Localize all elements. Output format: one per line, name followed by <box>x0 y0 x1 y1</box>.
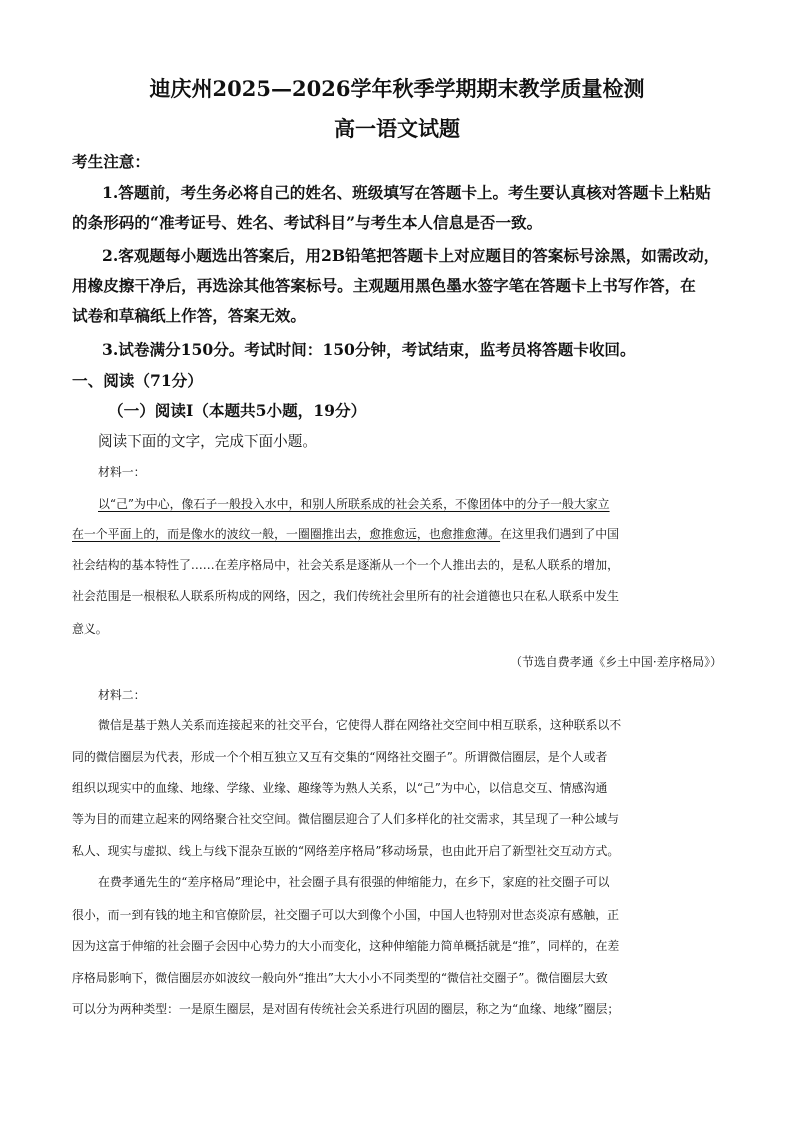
material-two-line: 因为这富于伸缩的社会圈子会因中心势力的大小而变化，这种伸缩能力简单概括就是“推”，同样的，在差 <box>72 939 620 953</box>
notice-line: 3.试卷满分150分。考试时间：150分钟，考试结束，监考员将答题卡收回。 <box>102 340 636 359</box>
underlined-sentence: 在一个平面上的，而是像水的波纹一般，一圈圈推出去，愈推愈远，也愈推愈薄。 <box>72 527 501 541</box>
material-one-line: 以“己”为中心，像石子一般投入水中，和别人所联系成的社会关系，不像团体中的分子一般大家立 <box>98 497 610 511</box>
material-one-label: 材料一： <box>98 465 146 479</box>
material-two-line: 等为目的而建立起来的网络聚合社交空间。微信圈层迎合了人们多样化的社交需求，其呈现了一种公域与 <box>72 812 619 826</box>
material-two-line: 很小，而一到有钱的地主和官僚阶层，社交圈子可以大到像个小国，中国人也特别对世态炎凉有感触，正 <box>72 908 619 922</box>
section-heading: 一、阅读（71分） <box>72 371 203 390</box>
material-two-line: 序格局影响下，微信圈层亦如波纹一般向外“推出”大大小小不同类型的“微信社交圈子”。微信圈层大致 <box>72 971 608 985</box>
material-one-text: 在这里我们遇到了中国 <box>500 527 619 541</box>
notice-line: 试卷和草稿纸上作答，答案无效。 <box>72 306 306 325</box>
notice-line: 1.答题前，考生务必将自己的姓名、班级填写在答题卡上。考生要认真核对答题卡上粘贴 <box>102 183 711 202</box>
reading-instruction: 阅读下面的文字，完成下面小题。 <box>98 433 317 450</box>
exam-subtitle: 高一语文试题 <box>334 116 460 141</box>
notice-line: 2.客观题每小题选出答案后，用2B铅笔把答题卡上对应题目的答案标号涂黑，如需改动， <box>102 246 720 265</box>
material-one-line: 意义。 <box>72 622 108 636</box>
material-one-line <box>72 525 619 542</box>
material-two-line: 在费孝通先生的“差序格局”理论中，社会圈子具有很强的伸缩能力，在乡下，家庭的社交圈子可以 <box>98 875 610 889</box>
material-one-line: 社会范围是一根根私人联系所构成的网络，因之，我们传统社会里所有的社会道德也只在私人联系中发生 <box>72 589 619 603</box>
material-two-line: 同的微信圈层为代表，形成一个个相互独立又互有交集的“网络社交圈子”。所谓微信圈层，是个人或者 <box>72 750 608 764</box>
notice-line: 的条形码的“准考证号、姓名、考试科目”与考生本人信息是否一致。 <box>72 213 543 232</box>
material-two-line: 微信是基于熟人关系而连接起来的社交平台，它使得人群在网络社交空间中相互联系，这种联系以不 <box>98 718 622 732</box>
material-two-line: 私人、现实与虚拟、线上与线下混杂互嵌的“网络差序格局”移动场景，也由此开启了新型社交互动方式。 <box>72 844 620 858</box>
subsection-heading: （一）阅读I（本题共5小题，19分） <box>108 401 367 420</box>
material-two-line: 组织以现实中的血缘、地缘、学缘、业缘、趣缘等为熟人关系，以“己”为中心，以信息交互、情感沟通 <box>72 781 608 795</box>
notice-line: 用橡皮擦干净后，再选涂其他答案标号。主观题用黑色墨水签字笔在答题卡上书写作答，在 <box>72 276 696 295</box>
notice-heading: 考生注意： <box>72 152 150 171</box>
material-two-label: 材料二： <box>98 688 146 702</box>
material-one-line: 社会结构的基本特性了……在差序格局中，社会关系是逐渐从一个一个人推出去的，是私人联系的增加， <box>72 558 619 572</box>
material-one-source: （节选自费孝通《乡土中国·差序格局》） <box>510 655 722 669</box>
material-two-line: 可以分为两种类型：一是原生圈层，是对固有传统社会关系进行巩固的圈层，称之为“血缘、地缘”圈层； <box>72 1002 620 1016</box>
exam-title: 迪庆州2025—2026学年秋季学期期末教学质量检测 <box>149 76 645 101</box>
